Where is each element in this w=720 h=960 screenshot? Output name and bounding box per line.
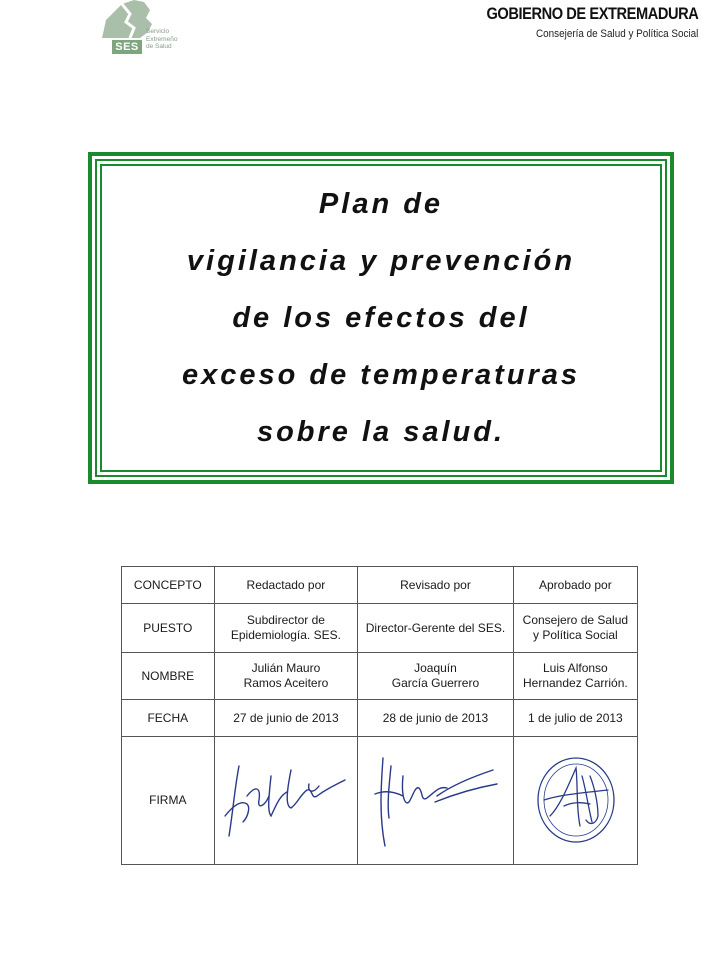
header-redactado: Redactado por — [214, 567, 358, 604]
puesto-redactado: Subdirector de Epidemiología. SES. — [214, 604, 358, 653]
header-revisado: Revisado por — [358, 567, 514, 604]
puesto-aprobado: Consejero de Salud y Política Social — [513, 604, 637, 653]
document-title — [100, 164, 662, 472]
approval-table — [121, 566, 638, 865]
signature-revisado-icon — [365, 746, 505, 856]
nombre-redactado: Julián Mauro Ramos Aceitero — [214, 653, 358, 700]
table-row — [122, 567, 638, 604]
table-row — [122, 653, 638, 700]
firma-aprobado — [513, 737, 637, 865]
table-row — [122, 700, 638, 737]
ses-logo-name: Servicio Extremeño de Salud — [146, 28, 178, 50]
firma-redactado — [214, 737, 358, 865]
label-fecha: FECHA — [122, 700, 215, 737]
firma-revisado — [358, 737, 514, 865]
department-name: Consejería de Salud y Política Social — [535, 28, 698, 40]
table-row — [122, 737, 638, 865]
title-line-2: vigilancia y prevención — [186, 244, 576, 277]
nombre-revisado: Joaquín García Guerrero — [358, 653, 514, 700]
title-frame — [88, 152, 674, 484]
title-line-3: de los efectos del — [232, 301, 530, 334]
title-line-4: exceso de temperaturas — [181, 358, 581, 391]
label-nombre: NOMBRE — [122, 653, 215, 700]
ses-logo-text: SES — [112, 40, 142, 54]
header-concepto: CONCEPTO — [122, 567, 215, 604]
fecha-revisado: 28 de junio de 2013 — [358, 700, 514, 737]
fecha-aprobado: 1 de julio de 2013 — [513, 700, 637, 737]
label-firma: FIRMA — [122, 737, 215, 865]
fecha-redactado: 27 de junio de 2013 — [214, 700, 358, 737]
label-puesto: PUESTO — [122, 604, 215, 653]
nombre-aprobado: Luis Alfonso Hernandez Carrión. — [513, 653, 637, 700]
title-line-5: sobre la salud. — [256, 415, 506, 448]
signature-stamp-icon — [520, 746, 630, 856]
ses-logo — [100, 0, 210, 58]
table-row — [122, 604, 638, 653]
puesto-revisado: Director-Gerente del SES. — [358, 604, 514, 653]
header-aprobado: Aprobado por — [513, 567, 637, 604]
title-line-1: Plan de — [318, 187, 444, 220]
government-header — [452, 4, 698, 40]
government-title: GOBIERNO DE EXTREMADURA — [486, 4, 698, 23]
signature-redactado-icon — [221, 756, 351, 846]
